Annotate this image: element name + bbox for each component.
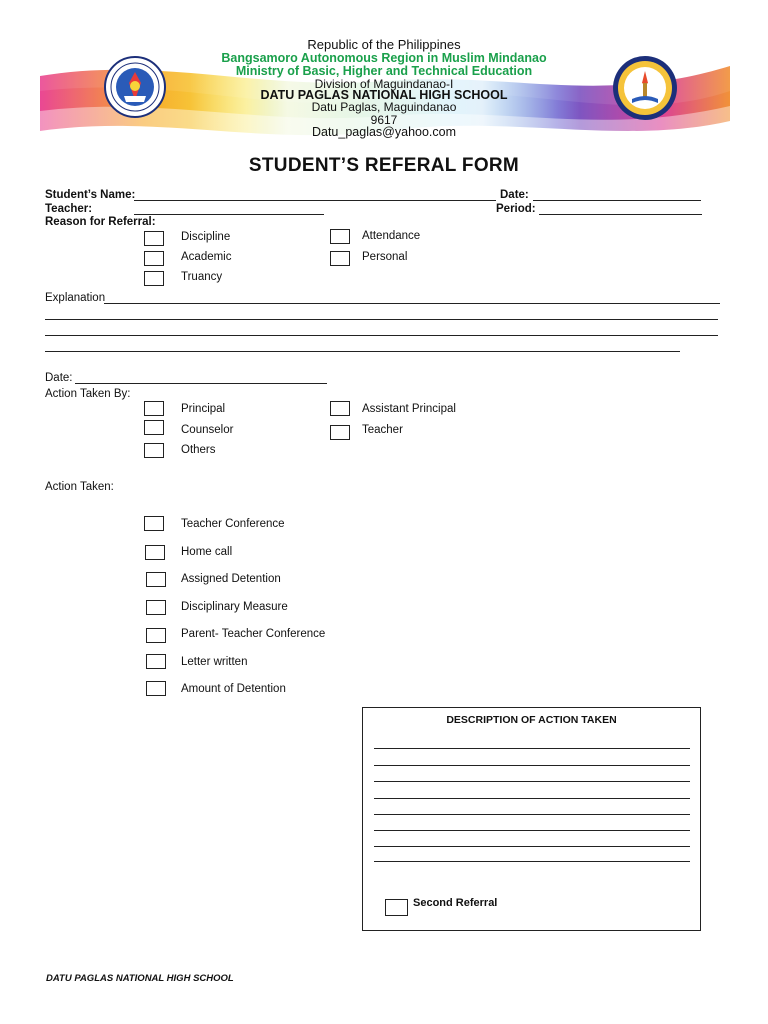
personal-label: Personal [362,251,408,263]
teacher-checkbox[interactable] [330,425,350,440]
explanation-line-1[interactable] [104,303,720,304]
description-line-5[interactable] [374,814,690,815]
assigned-detention-checkbox[interactable] [146,572,166,587]
teacher-conference-checkbox[interactable] [144,516,164,531]
action-taken-label: Action Taken: [45,481,114,493]
school-email: Datu_paglas@yahoo.com [311,125,457,139]
student-name-field[interactable] [134,200,496,201]
action-taken-by-label: Action Taken By: [45,388,131,400]
amount-of-detention-label: Amount of Detention [181,683,286,695]
description-line-1[interactable] [374,748,690,749]
second-referral-label: Second Referral [413,897,498,909]
second-referral-checkbox[interactable] [385,899,408,916]
letter-written-checkbox[interactable] [146,654,166,669]
counselor-checkbox[interactable] [144,420,164,435]
principal-label: Principal [181,403,226,415]
assistant-principal-label: Assistant Principal [362,403,456,415]
school-address: Datu Paglas, Maguindanao [311,100,457,114]
student-name-label: Student’s Name: [45,189,136,201]
amount-of-detention-checkbox[interactable] [146,681,166,696]
discipline-checkbox[interactable] [144,231,164,246]
date2-label: Date: [45,372,73,384]
disciplinary-measure-checkbox[interactable] [146,600,166,615]
date-field[interactable] [533,200,701,201]
academic-checkbox[interactable] [144,251,164,266]
others-label: Others [181,444,216,456]
description-line-8[interactable] [374,861,690,862]
principal-checkbox[interactable] [144,401,164,416]
assistant-principal-checkbox[interactable] [330,401,350,416]
description-line-2[interactable] [374,765,690,766]
region-text: Bangsamoro Autonomous Region in Muslim Mindanao [221,51,547,65]
form-title: STUDENT’S REFERAL FORM [248,155,520,176]
reason-label: Reason for Referral: [45,216,156,228]
truancy-checkbox[interactable] [144,271,164,286]
home-call-label: Home call [181,546,233,558]
description-line-3[interactable] [374,781,690,782]
explanation-line-3[interactable] [45,335,718,336]
teacher-field[interactable] [134,214,324,215]
description-box [362,707,701,931]
parent-teacher-conference-label: Parent- Teacher Conference [181,628,326,640]
period-field[interactable] [539,214,702,215]
attendance-checkbox[interactable] [330,229,350,244]
academic-label: Academic [181,251,232,263]
date-label: Date: [500,189,529,201]
footer-school-name: DATU PAGLAS NATIONAL HIGH SCHOOL [46,973,234,984]
ministry-text: Ministry of Basic, Higher and Technical Education [235,64,533,78]
division-text: Division of Maguindanao-I [314,77,454,91]
teacher-conference-label: Teacher Conference [181,518,285,530]
zip-code: 9617 [370,113,398,127]
explanation-line-2[interactable] [45,319,718,320]
discipline-label: Discipline [181,231,231,243]
attendance-label: Attendance [362,230,421,242]
republic-text: Republic of the Philippines [307,37,461,52]
description-line-6[interactable] [374,830,690,831]
letter-written-label: Letter written [181,656,248,668]
date2-field[interactable] [75,383,327,384]
description-line-4[interactable] [374,798,690,799]
disciplinary-measure-label: Disciplinary Measure [181,601,288,613]
explanation-label: Explanation [45,292,106,304]
explanation-line-4[interactable] [45,351,680,352]
home-call-checkbox[interactable] [145,545,165,560]
others-checkbox[interactable] [144,443,164,458]
period-label: Period: [496,203,536,215]
description-line-7[interactable] [374,846,690,847]
teacher-option-label: Teacher [362,424,403,436]
counselor-label: Counselor [181,424,234,436]
personal-checkbox[interactable] [330,251,350,266]
parent-teacher-conference-checkbox[interactable] [146,628,166,643]
teacher-label: Teacher: [45,203,93,215]
description-title: DESCRIPTION OF ACTION TAKEN [446,714,617,726]
school-name: DATU PAGLAS NATIONAL HIGH SCHOOL [260,88,508,102]
truancy-label: Truancy [181,271,223,283]
assigned-detention-label: Assigned Detention [181,573,281,585]
